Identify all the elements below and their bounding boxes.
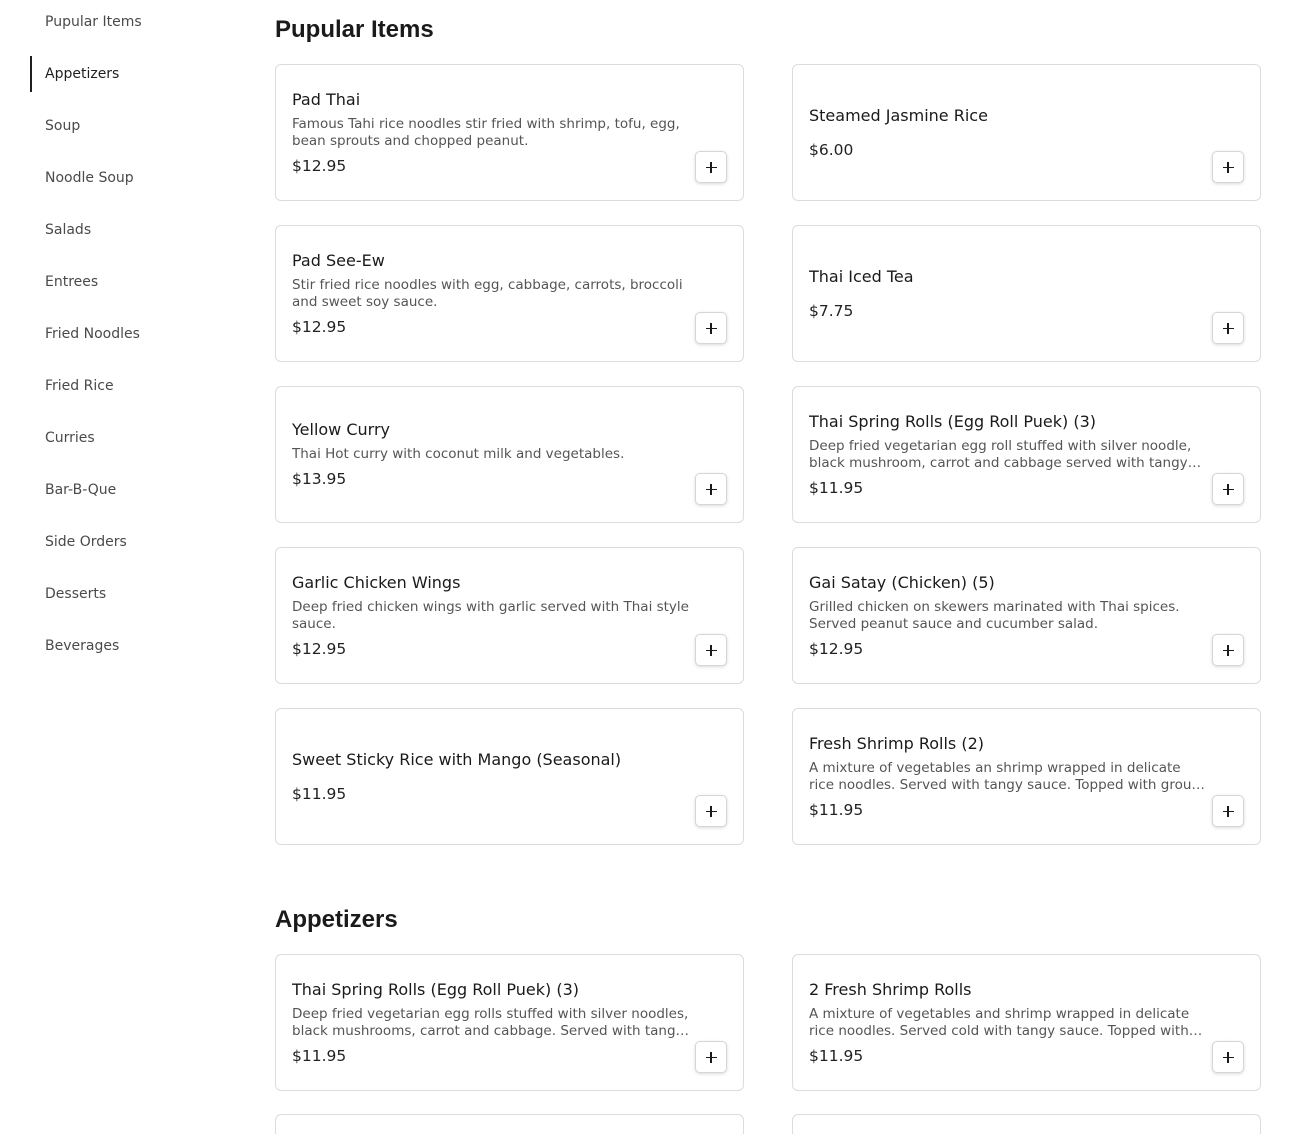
item-name: Steamed Jasmine Rice	[809, 105, 988, 125]
menu-item-card-partial	[275, 1114, 744, 1134]
sidebar-item-popular-items[interactable]: Pupular Items	[45, 14, 142, 30]
menu-item-card[interactable]	[792, 386, 1261, 523]
sidebar-item-beverages[interactable]: Beverages	[45, 638, 120, 654]
menu-item-card-partial	[792, 1114, 1261, 1134]
menu-item-card[interactable]	[275, 225, 744, 362]
item-description: Deep fried vegetarian egg rolls stuffed with silver noodles, black mushrooms, carrot and cabbage. Served with tangy	[292, 1005, 689, 1039]
item-description: A mixture of vegetables an shrimp wrapped in delicate rice noodles. Served with tangy sauce. Topped with groud	[809, 759, 1200, 793]
sidebar-item-entrees[interactable]: Entrees	[45, 274, 99, 290]
sidebar-item-appetizers[interactable]: Appetizers	[30, 56, 230, 92]
sidebar-item-curries[interactable]: Curries	[45, 430, 95, 446]
item-price: $12.95	[292, 156, 347, 175]
item-price: $11.95	[809, 1046, 864, 1065]
plus-icon	[1223, 645, 1234, 656]
plus-icon	[1223, 484, 1234, 495]
sidebar-item-bar-b-que[interactable]: Bar-B-Que	[45, 482, 117, 498]
menu-item-card[interactable]	[792, 954, 1261, 1091]
plus-icon	[1223, 162, 1234, 173]
item-price: $12.95	[292, 639, 347, 658]
item-description: Stir fried rice noodles with egg, cabbage, carrots, broccoli and sweet soy sauce.	[292, 276, 683, 310]
sidebar-item-noodle-soup[interactable]: Noodle Soup	[45, 170, 134, 186]
add-to-cart-button[interactable]	[1212, 795, 1244, 827]
item-name: Fresh Shrimp Rolls (2)	[809, 733, 984, 753]
add-to-cart-button[interactable]	[695, 473, 727, 505]
item-name: Pad Thai	[292, 89, 361, 109]
plus-icon	[706, 484, 717, 495]
item-name: 2 Fresh Shrimp Rolls	[809, 979, 972, 999]
sidebar-item-desserts[interactable]: Desserts	[45, 586, 107, 602]
add-to-cart-button[interactable]	[695, 312, 727, 344]
menu-item-card[interactable]	[275, 547, 744, 684]
item-name: Garlic Chicken Wings	[292, 572, 461, 592]
sidebar-item-soup[interactable]: Soup	[45, 118, 81, 134]
item-price: $12.95	[292, 317, 347, 336]
item-name: Gai Satay (Chicken) (5)	[809, 572, 995, 592]
add-to-cart-button[interactable]	[1212, 151, 1244, 183]
plus-icon	[706, 645, 717, 656]
menu-content	[275, 0, 1261, 1116]
sidebar-item-salads[interactable]: Salads	[45, 222, 92, 238]
item-description: Famous Tahi rice noodles stir fried with shrimp, tofu, egg, bean sprouts and chopped peanut.	[292, 115, 680, 149]
menu-item-card[interactable]	[275, 954, 744, 1091]
add-to-cart-button[interactable]	[1212, 473, 1244, 505]
item-price: $6.00	[809, 140, 854, 159]
item-description: Deep fried chicken wings with garlic served with Thai style sauce.	[292, 598, 689, 632]
menu-item-card[interactable]	[275, 708, 744, 845]
item-price: $11.95	[292, 1046, 347, 1065]
item-price: $11.95	[809, 800, 864, 819]
add-to-cart-button[interactable]	[695, 151, 727, 183]
item-description: Grilled chicken on skewers marinated with Thai spices. Served peanut sauce and cucumber salad.	[809, 598, 1180, 632]
add-to-cart-button[interactable]	[1212, 1041, 1244, 1073]
item-description: Thai Hot curry with coconut milk and vegetables.	[292, 446, 625, 462]
add-to-cart-button[interactable]	[695, 795, 727, 827]
item-price: $12.95	[809, 639, 864, 658]
menu-item-card[interactable]	[792, 64, 1261, 201]
item-name: Thai Spring Rolls (Egg Roll Puek) (3)	[292, 979, 579, 999]
item-description: A mixture of vegetables and shrimp wrapped in delicate rice noodles. Served cold with tangy sauce. Topped with	[809, 1005, 1190, 1039]
add-to-cart-button[interactable]	[1212, 634, 1244, 666]
item-price: $13.95	[292, 470, 347, 488]
item-name: Sweet Sticky Rice with Mango (Seasonal)	[292, 749, 622, 769]
plus-icon	[1223, 1052, 1234, 1063]
item-name: Pad See-Ew	[292, 250, 385, 270]
item-price: $11.95	[292, 784, 347, 803]
plus-icon	[706, 806, 717, 817]
item-name: Yellow Curry	[292, 420, 390, 439]
item-name: Thai Iced Tea	[809, 266, 914, 286]
plus-icon	[706, 162, 717, 173]
section-title-appetizers: Appetizers	[275, 906, 398, 933]
add-to-cart-button[interactable]	[1212, 312, 1244, 344]
item-description: Deep fried vegetarian egg roll stuffed with silver noodle, black mushroom, carrot and cabbage served with tangy	[809, 437, 1192, 471]
item-name: Thai Spring Rolls (Egg Roll Puek) (3)	[809, 411, 1096, 431]
plus-icon	[1223, 806, 1234, 817]
plus-icon	[1223, 323, 1234, 334]
sidebar-item-fried-rice[interactable]: Fried Rice	[45, 378, 114, 394]
menu-item-card[interactable]	[792, 225, 1261, 362]
add-to-cart-button[interactable]	[695, 634, 727, 666]
item-price: $11.95	[809, 478, 864, 497]
plus-icon	[706, 1052, 717, 1063]
plus-icon	[706, 323, 717, 334]
sidebar-item-side-orders[interactable]: Side Orders	[45, 534, 127, 550]
menu-item-card[interactable]	[275, 64, 744, 201]
add-to-cart-button[interactable]	[695, 1041, 727, 1073]
item-price: $7.75	[809, 301, 854, 320]
menu-item-card[interactable]	[275, 386, 744, 523]
menu-item-card[interactable]	[792, 708, 1261, 845]
section-title-popular-items: Pupular Items	[275, 16, 434, 43]
category-sidebar	[0, 0, 240, 1116]
menu-item-card[interactable]	[792, 547, 1261, 684]
sidebar-item-fried-noodles[interactable]: Fried Noodles	[45, 326, 140, 342]
